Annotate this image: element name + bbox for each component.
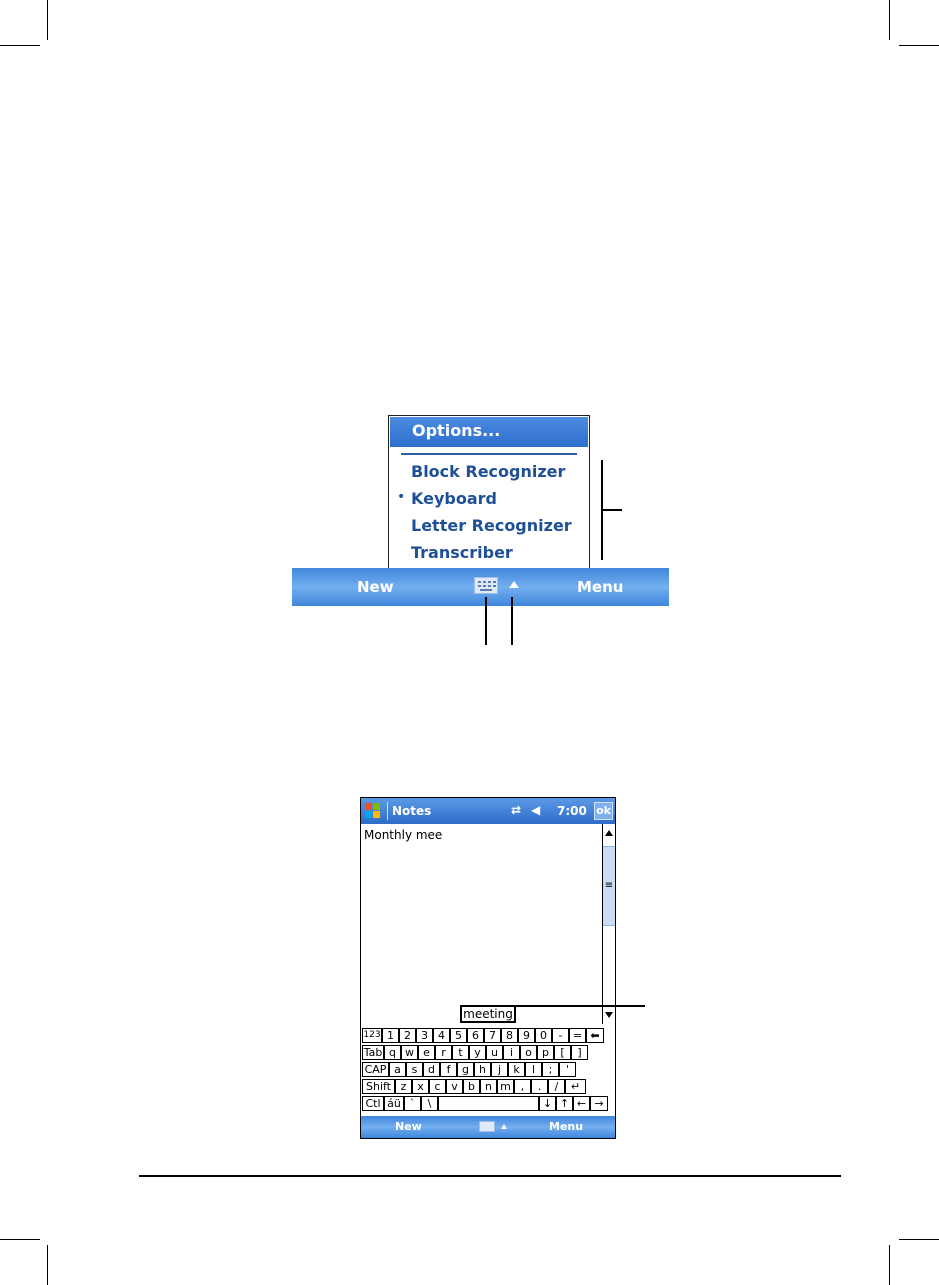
- key[interactable]: 4: [433, 1028, 450, 1043]
- key[interactable]: ;: [542, 1062, 559, 1077]
- key[interactable]: 9: [518, 1028, 535, 1043]
- crop-mark: [899, 45, 939, 46]
- arrow-down-key[interactable]: ↓: [539, 1096, 556, 1111]
- menu-item-keyboard[interactable]: Keyboard: [411, 489, 497, 508]
- menu-item-block-recognizer[interactable]: Block Recognizer: [411, 462, 566, 481]
- key[interactable]: 6: [467, 1028, 484, 1043]
- key[interactable]: ,: [514, 1079, 531, 1094]
- arrow-right-key[interactable]: →: [590, 1096, 608, 1111]
- input-method-menu: [388, 415, 590, 568]
- callout-line: [602, 509, 622, 511]
- ok-button[interactable]: ok: [594, 802, 613, 820]
- title-bar: [361, 798, 615, 824]
- key[interactable]: o: [520, 1045, 537, 1060]
- key[interactable]: y: [469, 1045, 486, 1060]
- key-ctl[interactable]: Ctl: [362, 1096, 384, 1111]
- key-tab[interactable]: Tab: [363, 1046, 383, 1059]
- key[interactable]: a: [389, 1062, 406, 1077]
- key[interactable]: q: [384, 1045, 401, 1060]
- key[interactable]: /: [548, 1079, 565, 1094]
- note-content[interactable]: Monthly mee: [364, 828, 443, 842]
- keyboard-icon[interactable]: [474, 577, 498, 594]
- key[interactable]: h: [474, 1062, 491, 1077]
- key-caps[interactable]: CAP: [362, 1062, 389, 1077]
- key[interactable]: d: [423, 1062, 440, 1077]
- key[interactable]: [: [554, 1045, 571, 1060]
- key[interactable]: l: [525, 1062, 542, 1077]
- volume-icon[interactable]: ◀: [531, 803, 541, 817]
- new-button[interactable]: New: [357, 578, 394, 596]
- key-accents[interactable]: áü: [384, 1096, 404, 1111]
- menu-button[interactable]: Menu: [577, 578, 624, 596]
- key[interactable]: 5: [450, 1028, 467, 1043]
- crop-mark: [889, 0, 890, 40]
- vertical-scrollbar[interactable]: [602, 824, 615, 1024]
- scroll-down-icon[interactable]: [604, 1008, 614, 1022]
- spacebar[interactable]: [438, 1096, 539, 1111]
- crop-mark: [47, 1245, 48, 1285]
- key[interactable]: x: [412, 1079, 429, 1094]
- key[interactable]: n: [480, 1079, 497, 1094]
- key[interactable]: b: [463, 1079, 480, 1094]
- soft-keyboard: [362, 1028, 614, 1114]
- footer-rule: [139, 1175, 841, 1177]
- notes-screen: [360, 797, 616, 1139]
- arrow-up-key[interactable]: ↑: [556, 1096, 573, 1111]
- up-arrow-icon[interactable]: [501, 1124, 507, 1129]
- key[interactable]: f: [440, 1062, 457, 1077]
- arrow-left-key[interactable]: ←: [573, 1096, 590, 1111]
- menu-item-options[interactable]: Options...: [390, 417, 588, 447]
- key[interactable]: w: [401, 1045, 418, 1060]
- key[interactable]: c: [429, 1079, 446, 1094]
- command-bar: [292, 568, 669, 606]
- key[interactable]: =: [569, 1028, 586, 1043]
- scroll-thumb[interactable]: ≡: [603, 846, 615, 926]
- key[interactable]: p: [537, 1045, 554, 1060]
- menu-item-transcriber[interactable]: Transcriber: [411, 543, 513, 562]
- key[interactable]: k: [508, 1062, 525, 1077]
- key[interactable]: 7: [484, 1028, 501, 1043]
- command-bar: [361, 1116, 615, 1138]
- key[interactable]: i: [503, 1045, 520, 1060]
- word-suggestion[interactable]: meeting: [460, 1005, 516, 1023]
- enter-key[interactable]: ↵: [565, 1079, 586, 1094]
- key[interactable]: 8: [501, 1028, 518, 1043]
- crop-mark: [899, 1239, 939, 1240]
- keyboard-icon[interactable]: [479, 1121, 495, 1132]
- callout-line: [511, 597, 513, 645]
- key[interactable]: r: [435, 1045, 452, 1060]
- callout-line: [485, 597, 487, 645]
- key[interactable]: ': [559, 1062, 576, 1077]
- key[interactable]: v: [446, 1079, 463, 1094]
- key[interactable]: j: [491, 1062, 508, 1077]
- clock[interactable]: 7:00: [557, 804, 587, 818]
- key[interactable]: 0: [535, 1028, 552, 1043]
- new-button[interactable]: New: [395, 1120, 422, 1133]
- key[interactable]: e: [418, 1045, 435, 1060]
- menu-item-letter-recognizer[interactable]: Letter Recognizer: [411, 516, 572, 535]
- callout-line: [515, 1005, 645, 1007]
- crop-mark: [889, 1245, 890, 1285]
- key[interactable]: m: [497, 1079, 514, 1094]
- up-arrow-icon[interactable]: [509, 581, 519, 588]
- key[interactable]: t: [452, 1045, 469, 1060]
- backspace-key[interactable]: ⬅: [586, 1028, 604, 1043]
- crop-mark: [47, 0, 48, 40]
- key[interactable]: 2: [399, 1028, 416, 1043]
- key[interactable]: u: [486, 1045, 503, 1060]
- windows-start-icon[interactable]: [364, 802, 382, 820]
- title-divider: [387, 802, 388, 820]
- menu-button[interactable]: Menu: [549, 1120, 584, 1133]
- crop-mark: [0, 1239, 40, 1240]
- connectivity-icon[interactable]: ⇄: [511, 803, 522, 817]
- key[interactable]: 1: [382, 1028, 399, 1043]
- key[interactable]: 3: [416, 1028, 433, 1043]
- key-shift[interactable]: Shift: [362, 1079, 395, 1094]
- key[interactable]: ]: [571, 1045, 588, 1060]
- menu-divider: [401, 453, 577, 455]
- key[interactable]: s: [406, 1062, 423, 1077]
- key[interactable]: \: [421, 1096, 438, 1111]
- key[interactable]: `: [404, 1096, 421, 1111]
- key-123[interactable]: 123: [362, 1028, 382, 1043]
- scroll-up-icon[interactable]: [604, 826, 614, 840]
- key[interactable]: z: [395, 1079, 412, 1094]
- key[interactable]: .: [531, 1079, 548, 1094]
- selected-bullet-icon: •: [397, 489, 406, 505]
- app-title: Notes: [392, 804, 432, 818]
- key[interactable]: g: [457, 1062, 474, 1077]
- key[interactable]: -: [552, 1028, 569, 1043]
- crop-mark: [0, 45, 40, 46]
